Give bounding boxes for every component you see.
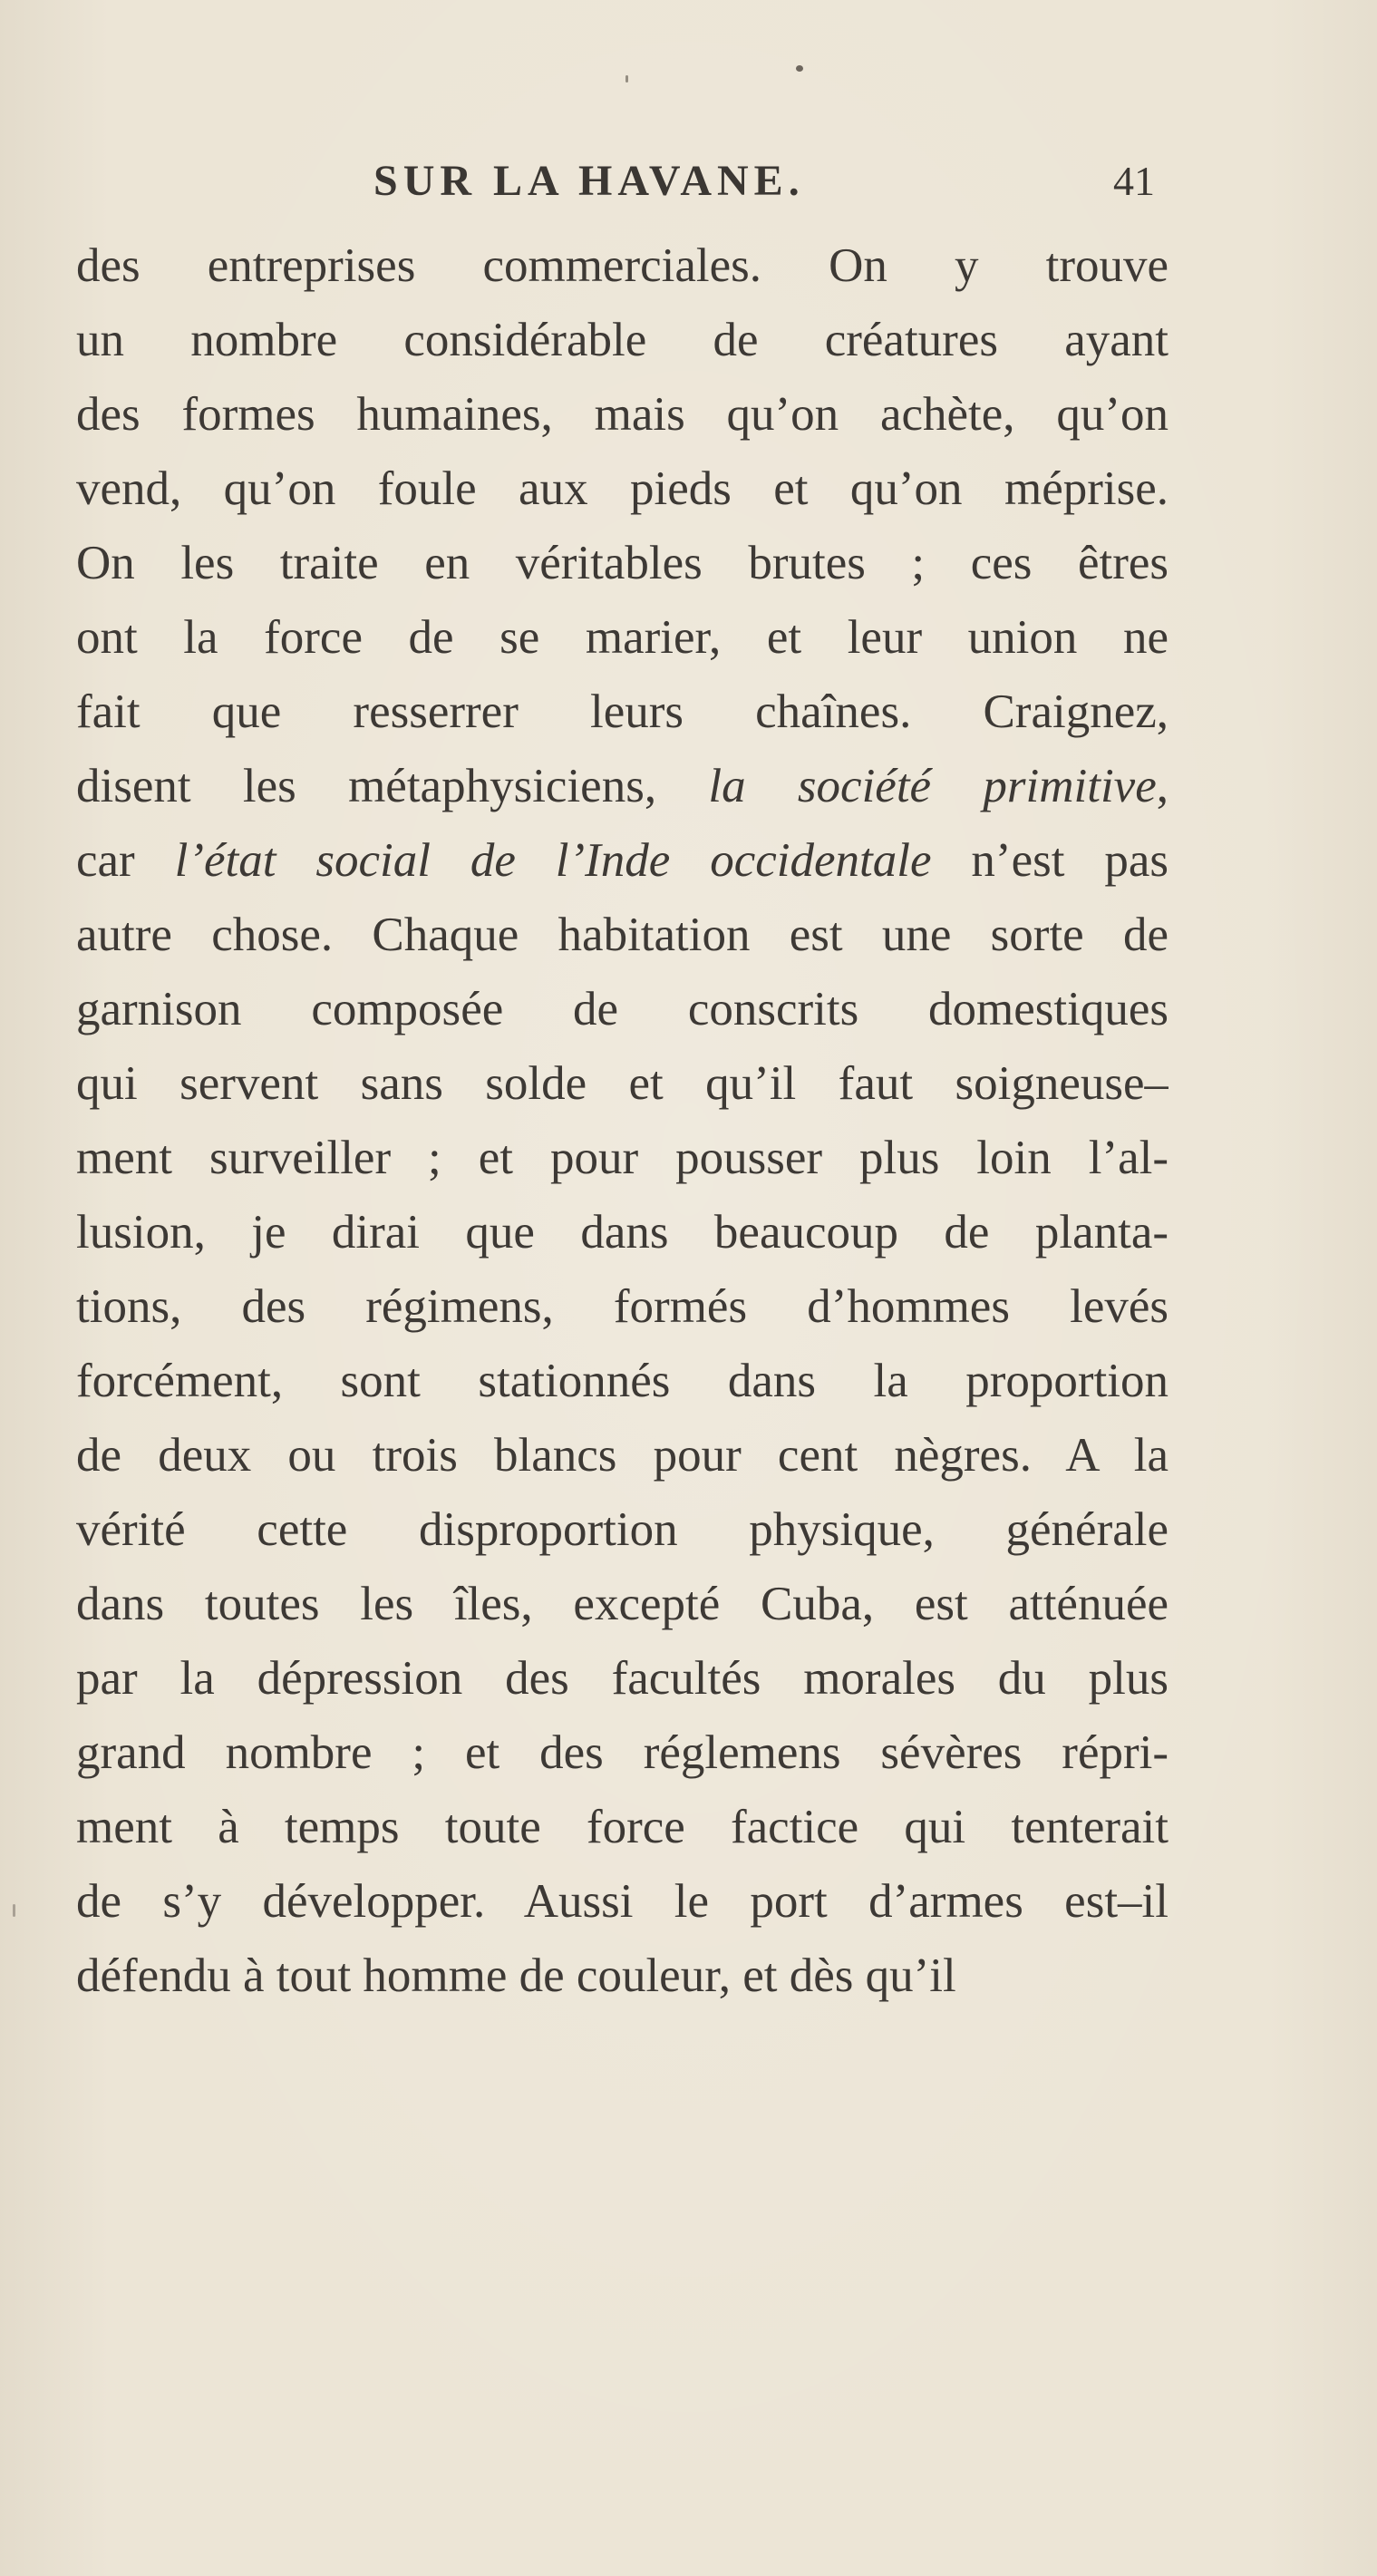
text-line bbox=[76, 377, 1169, 452]
text-segment: garnison composée de conscrits domestiques bbox=[76, 983, 1169, 1035]
ink-speck bbox=[625, 75, 628, 83]
text-segment: ment surveiller ; et pour pousser plus loin l’al- bbox=[76, 1132, 1169, 1184]
text-line bbox=[76, 1864, 1169, 1939]
text-line bbox=[76, 1641, 1169, 1716]
text-segment: un nombre considérable de créatures ayant bbox=[76, 314, 1169, 366]
text-segment: n’est pas bbox=[931, 834, 1169, 887]
text-line bbox=[76, 1046, 1169, 1121]
text-segment: qui servent sans solde et qu’il faut soigneuse– bbox=[76, 1057, 1169, 1110]
text-segment: On les traite en véritables brutes ; ces êtres bbox=[76, 537, 1169, 589]
body-text bbox=[76, 228, 1169, 2013]
text-segment: ment à temps toute force factice qui tenterait bbox=[76, 1801, 1169, 1853]
text-line bbox=[76, 1344, 1169, 1418]
text-line bbox=[76, 675, 1169, 749]
text-segment: autre chose. Chaque habitation est une sorte de bbox=[76, 909, 1169, 961]
text-line bbox=[76, 1790, 1169, 1864]
page-number: 41 bbox=[1113, 158, 1155, 204]
text-line bbox=[76, 600, 1169, 675]
text-segment: lusion, je dirai que dans beaucoup de planta- bbox=[76, 1206, 1169, 1259]
text-segment: des formes humaines, mais qu’on achète, qu’on bbox=[76, 388, 1169, 441]
running-head: SUR LA HAVANE. bbox=[373, 157, 805, 205]
ink-speck bbox=[13, 1904, 15, 1917]
text-line bbox=[76, 452, 1169, 526]
text-segment: grand nombre ; et des réglemens sévères répri- bbox=[76, 1726, 1169, 1779]
text-line bbox=[76, 749, 1169, 823]
text-line bbox=[76, 1716, 1169, 1790]
text-line bbox=[76, 526, 1169, 600]
ink-speck bbox=[796, 65, 803, 72]
text-segment: tions, des régimens, formés d’hommes levés bbox=[76, 1280, 1169, 1333]
text-line bbox=[76, 303, 1169, 377]
text-segment: dans toutes les îles, excepté Cuba, est atténuée bbox=[76, 1578, 1169, 1630]
text-segment: ont la force de se marier, et leur union ne bbox=[76, 611, 1169, 664]
text-segment: , bbox=[1156, 760, 1169, 812]
text-line bbox=[76, 898, 1169, 972]
text-line bbox=[76, 1269, 1169, 1344]
page-header bbox=[0, 150, 1377, 213]
text-line bbox=[76, 1121, 1169, 1195]
text-segment: de s’y développer. Aussi le port d’armes est–il bbox=[76, 1875, 1169, 1928]
text-line bbox=[76, 823, 1169, 898]
italic-text: l’état social de l’Inde occidentale bbox=[174, 834, 932, 887]
text-segment: par la dépression des facultés morales du plus bbox=[76, 1652, 1169, 1705]
text-segment: forcément, sont stationnés dans la proportion bbox=[76, 1355, 1169, 1407]
text-segment: car bbox=[76, 834, 175, 887]
text-segment: de deux ou trois blancs pour cent nègres. A la bbox=[76, 1429, 1169, 1482]
text-segment: fait que resserrer leurs chaînes. Craignez, bbox=[76, 685, 1169, 738]
text-line bbox=[76, 1195, 1169, 1269]
text-segment: défendu à tout homme de couleur, et dès qu’il bbox=[76, 1949, 956, 2002]
text-segment: disent les métaphysiciens, bbox=[76, 760, 709, 812]
text-line bbox=[76, 1492, 1169, 1567]
text-line bbox=[76, 228, 1169, 303]
text-segment: des entreprises commerciales. On y trouve bbox=[76, 239, 1169, 292]
italic-text: la société primitive bbox=[708, 760, 1157, 812]
text-line bbox=[76, 1939, 1169, 2013]
text-segment: vérité cette disproportion physique, générale bbox=[76, 1503, 1169, 1556]
text-line bbox=[76, 1418, 1169, 1492]
text-line bbox=[76, 1567, 1169, 1641]
text-segment: vend, qu’on foule aux pieds et qu’on méprise. bbox=[76, 462, 1169, 515]
text-line bbox=[76, 972, 1169, 1046]
